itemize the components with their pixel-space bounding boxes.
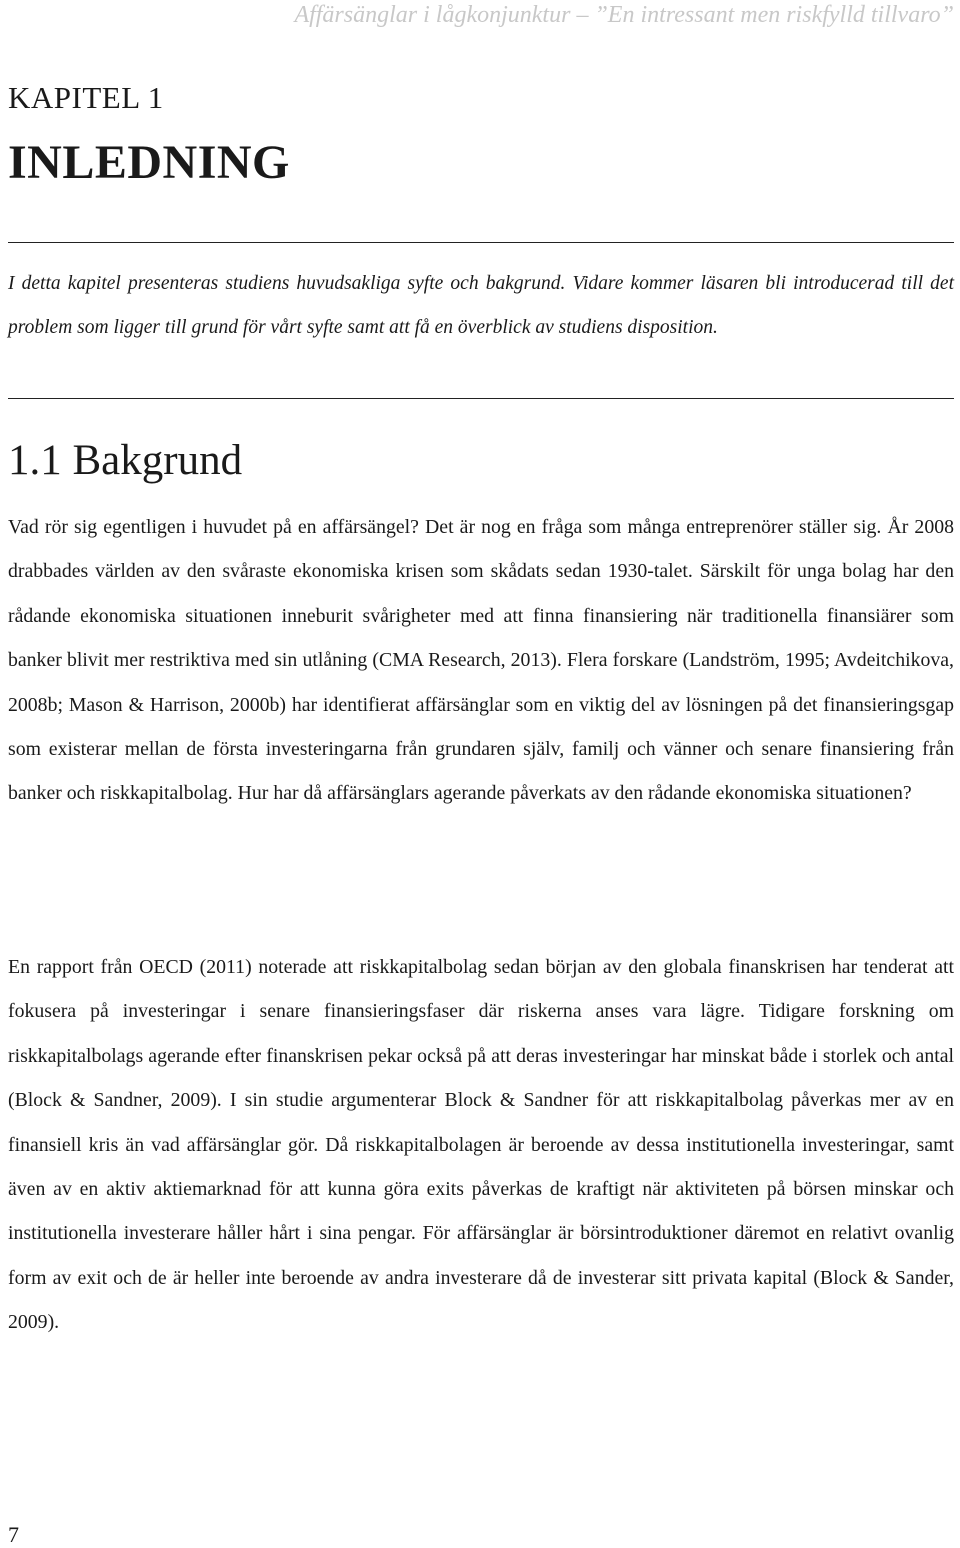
running-header-right: ”En intressant men riskfylld tillvaro” bbox=[594, 2, 954, 28]
chapter-label: KAPITEL 1 bbox=[8, 80, 164, 115]
abstract-top-rule bbox=[8, 242, 954, 243]
body-paragraph-1: Vad rör sig egentligen i huvudet på en affärsängel? Det är nog en fråga som många entreprenörer ställer sig. År 2008 drabbades världen av den svåraste ekonomiska krisen som skådats sedan 1930-talet. Särskilt för unga bolag har den rådande ekonomiska situationen inneburit svårigheter med att finna finansiering när traditionella finansiärer som banker blivit mer restriktiva med sin utlåning (CMA Research, 2013). Flera forskare (Landström, 1995; Avdeitchikova, 2008b; Mason & Harrison, 2000b) har identifierat affärsänglar som en viktig del av lösningen på det finansieringsgap som existerar mellan de första investeringarna från grundaren själv, familj och vänner och senare finansiering från banker och riskkapitalbolag. Hur har då affärsänglars agerande påverkats av den rådande ekonomiska situationen? bbox=[8, 516, 954, 805]
body-paragraph-2: En rapport från OECD (2011) noterade att riskkapitalbolag sedan början av den globala finanskrisen har tenderat att fokusera på investeringar i senare finansieringsfaser där riskerna anses vara lägre. Tidigare forskning om riskkapitalbolags agerande efter finanskrisen pekar också på att deras investeringar har minskat både i storlek och antal (Block & Sandner, 2009). I sin studie argumenterar Block & Sandner för att riskkapitalbolag påverkas mer av en finansiell kris än vad affärsänglar gör. Då riskkapitalbolagen är beroende av dessa institutionella investeringar, samt även av en aktiv aktiemarknad för att kunna göra exits påverkas de kraftigt när aktiviteten på börsen minskar och institutionella investerare håller hårt i sina pengar. För affärsänglar är börsintroduktioner däremot en relativt ovanlig form av exit och de är heller inte beroende av andra investerare då de investerar sitt privata kapital (Block & Sander, 2009). bbox=[8, 956, 954, 1334]
running-header bbox=[294, 2, 954, 29]
chapter-title: INLEDNING bbox=[8, 136, 290, 189]
chapter-abstract: I detta kapitel presenteras studiens huvudsakliga syfte och bakgrund. Vidare kommer läsaren bli introducerad till det problem som ligger till grund för vårt syfte samt att få en överblick av studiens disposition. bbox=[8, 273, 954, 338]
page-number: 7 bbox=[8, 1522, 19, 1547]
abstract-bottom-rule bbox=[8, 398, 954, 399]
running-header-separator: – bbox=[576, 2, 589, 28]
section-title: 1.1 Bakgrund bbox=[8, 437, 243, 484]
document-page bbox=[8, 0, 954, 1545]
running-header-left: Affärsänglar i lågkonjunktur bbox=[294, 2, 571, 28]
